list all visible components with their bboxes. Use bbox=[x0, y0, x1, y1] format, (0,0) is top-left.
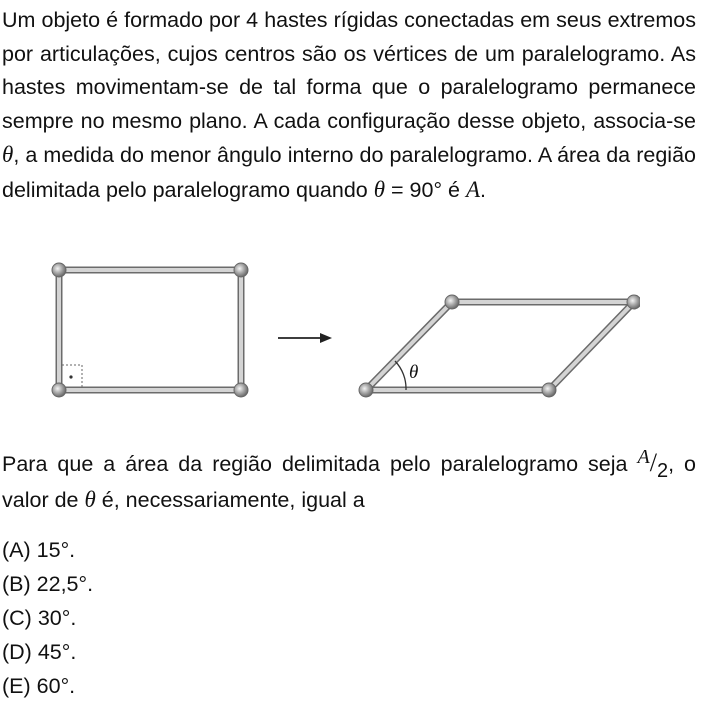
joint-bottom-left bbox=[52, 383, 66, 397]
prompt-text-3: é, necessariamente, igual a bbox=[95, 487, 365, 512]
end-period: . bbox=[480, 177, 487, 202]
equation-value: = 90° é bbox=[385, 177, 466, 202]
option-value: 15°. bbox=[36, 538, 76, 562]
option-e[interactable] bbox=[2, 669, 93, 703]
option-value: 30°. bbox=[37, 606, 77, 630]
fraction-denominator: 2 bbox=[656, 460, 669, 482]
parallelogram-figure bbox=[40, 250, 640, 410]
option-a[interactable] bbox=[2, 533, 93, 567]
transformation-arrow-icon bbox=[278, 333, 332, 343]
option-value: 22,5°. bbox=[36, 572, 94, 596]
prompt-theta: θ bbox=[84, 486, 96, 512]
rectangle-rods bbox=[59, 270, 241, 390]
parallelogram-configuration bbox=[359, 295, 640, 397]
angle-arc bbox=[395, 361, 406, 390]
option-letter: (C) bbox=[2, 606, 32, 630]
joint-bottom-right bbox=[234, 383, 248, 397]
fraction bbox=[637, 446, 669, 482]
right-angle-mark bbox=[62, 365, 82, 387]
parallelogram-rods bbox=[366, 302, 634, 390]
question-statement bbox=[2, 4, 696, 207]
joint-top-left bbox=[52, 263, 66, 277]
option-letter: (E) bbox=[2, 674, 31, 698]
question-prompt bbox=[2, 446, 696, 517]
intro-text-2: , a medida do menor ângulo interno do paralelogramo. A área da região delimitada pelo paralelogramo quando bbox=[2, 143, 696, 202]
intro-text-1: Um objeto é formado por 4 hastes rígidas conectadas em seus extremos por articulações, cujos centros são os vértices de um paralelogramo. As hastes movimentam-se de tal forma que o paralelogramo permanece sempre no mesmo plano. A cada configuração desse objeto, associa-se bbox=[2, 8, 696, 133]
joint-top-right bbox=[234, 263, 248, 277]
prompt-text-2: , o valor de bbox=[2, 452, 697, 512]
angle-label: θ bbox=[409, 362, 419, 383]
prompt-text-1: Para que a área da região delimitada pelo paralelogramo seja bbox=[2, 452, 638, 476]
rectangle-configuration bbox=[52, 263, 248, 397]
option-c[interactable] bbox=[2, 601, 93, 635]
joint-top-left bbox=[445, 295, 459, 309]
option-letter: (B) bbox=[2, 572, 31, 596]
fraction-slash: / bbox=[649, 448, 657, 477]
option-value: 45°. bbox=[37, 640, 77, 664]
option-letter: (A) bbox=[2, 538, 31, 562]
fraction-numerator: A bbox=[637, 446, 650, 468]
option-value: 60°. bbox=[36, 674, 76, 698]
theta-symbol-eq: θ bbox=[373, 176, 386, 202]
option-b[interactable] bbox=[2, 567, 93, 601]
answer-options bbox=[2, 533, 93, 703]
joint-bottom-right bbox=[542, 383, 556, 397]
area-symbol: A bbox=[465, 176, 481, 202]
joint-bottom-left bbox=[359, 383, 373, 397]
option-d[interactable] bbox=[2, 635, 93, 669]
joint-top-right bbox=[627, 295, 640, 309]
option-letter: (D) bbox=[2, 640, 32, 664]
theta-symbol: θ bbox=[2, 142, 14, 167]
